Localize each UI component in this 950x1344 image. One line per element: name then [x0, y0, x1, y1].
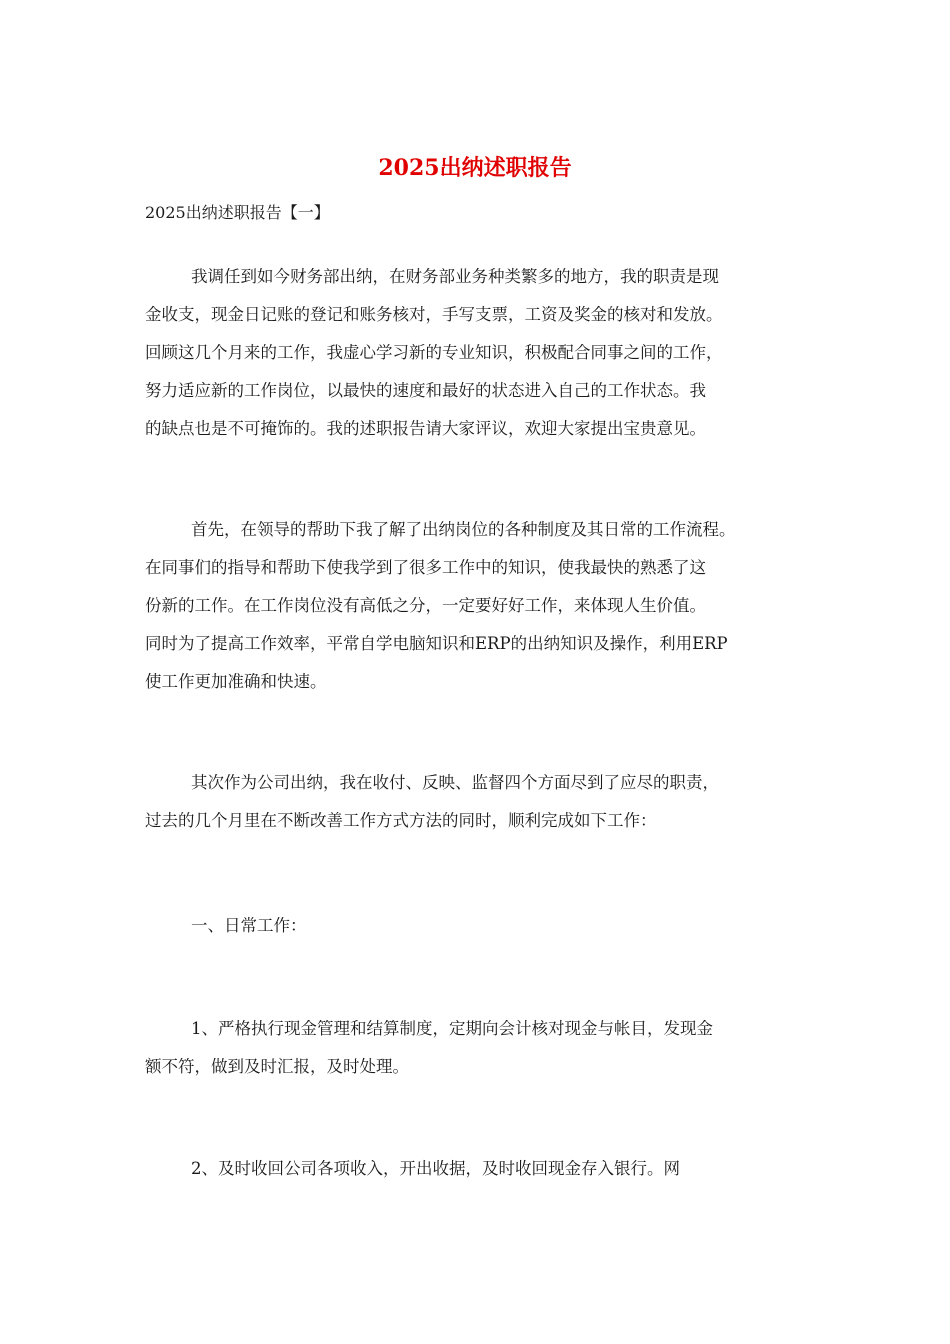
paragraph-line: 的缺点也是不可掩饰的。我的述职报告请大家评议，欢迎大家提出宝贵意见。 — [145, 419, 706, 438]
paragraph-line: 1、严格执行现金管理和结算制度，定期向会计核对现金与帐目，发现金 — [191, 1019, 713, 1038]
paragraph-line: 同时为了提高工作效率，平常自学电脑知识和ERP的出纳知识及操作，利用ERP — [145, 634, 728, 653]
paragraph-line: 使工作更加准确和快速。 — [145, 672, 327, 691]
paragraph-item-1 — [145, 1010, 820, 1086]
paragraph-line: 份新的工作。在工作岗位没有高低之分，一定要好好工作，来体现人生价值。 — [145, 596, 706, 615]
paragraph-2 — [145, 511, 820, 701]
heading-daily-work — [145, 907, 820, 945]
section-heading: 一、日常工作： — [191, 916, 307, 935]
paragraph-line: 回顾这几个月来的工作，我虚心学习新的专业知识，积极配合同事之间的工作， — [145, 343, 723, 362]
paragraph-line: 过去的几个月里在不断改善工作方式方法的同时，顺利完成如下工作： — [145, 811, 657, 830]
paragraph-line: 努力适应新的工作岗位，以最快的速度和最好的状态进入自己的工作状态。我 — [145, 381, 706, 400]
paragraph-line: 其次作为公司出纳，我在收付、反映、监督四个方面尽到了应尽的职责， — [191, 773, 719, 792]
paragraph-line: 2、及时收回公司各项收入，开出收据，及时收回现金存入银行。网 — [191, 1159, 680, 1178]
paragraph-line: 金收支，现金日记账的登记和账务核对，手写支票，工资及奖金的核对和发放。 — [145, 305, 723, 324]
paragraph-line: 在同事们的指导和帮助下使我学到了很多工作中的知识，使我最快的熟悉了这 — [145, 558, 706, 577]
paragraph-line: 额不符，做到及时汇报，及时处理。 — [145, 1057, 409, 1076]
paragraph-line: 首先，在领导的帮助下我了解了出纳岗位的各种制度及其日常的工作流程。 — [191, 520, 736, 539]
paragraph-1 — [145, 258, 820, 448]
document-title: 2025出纳述职报告 — [378, 155, 572, 181]
paragraph-item-2 — [145, 1150, 820, 1188]
paragraph-line: 我调任到如今财务部出纳，在财务部业务种类繁多的地方，我的职责是现 — [191, 267, 719, 286]
paragraph-3 — [145, 764, 820, 840]
section-subtitle: 2025出纳述职报告【一】 — [145, 203, 330, 222]
